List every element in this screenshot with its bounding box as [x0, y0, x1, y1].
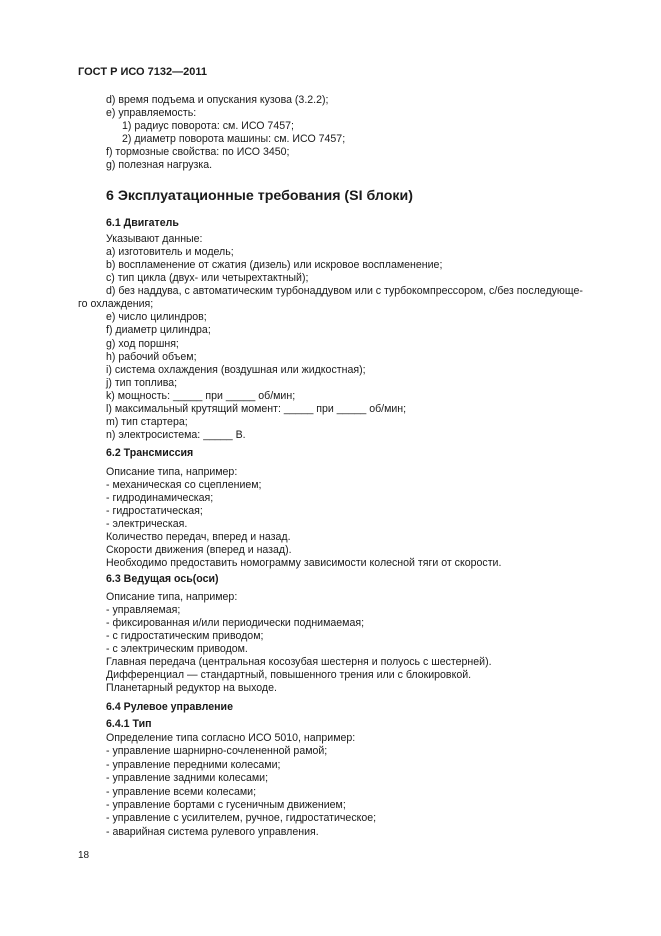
text-line: Количество передач, вперед и назад.: [106, 531, 291, 544]
text-line: - гидродинамическая;: [106, 492, 214, 505]
text-line: Главная передача (центральная косозубая шестерня и полуось с шестерней).: [106, 656, 492, 669]
running-header: ГОСТ Р ИСО 7132—2011: [78, 66, 208, 78]
text-line: - управление с усилителем, ручное, гидростатическое;: [106, 812, 377, 825]
text-line: - управление всеми колесами;: [106, 785, 257, 798]
subsection-heading: 6.2 Трансмиссия: [106, 447, 194, 459]
subsection-heading: 6.1 Двигатель: [106, 217, 179, 229]
text-line: - механическая со сцеплением;: [106, 479, 262, 492]
text-line: l) максимальный крутящий момент: _____ при _____ об/мин;: [106, 402, 407, 415]
text-line: - управляемая;: [106, 604, 181, 617]
text-line: го охлаждения;: [78, 298, 154, 311]
subsection-heading: 6.3 Ведущая ось(оси): [106, 573, 219, 585]
text-line: b) воспламенение от сжатия (дизель) или искровое воспламенение;: [106, 259, 443, 272]
list-item: 2) диаметр поворота машины: см. ИСО 7457;: [122, 133, 346, 145]
list-item: f) тормозные свойства: по ИСО 3450;: [106, 146, 290, 158]
page-number: 18: [78, 850, 90, 861]
subsection-heading: 6.4.1 Тип: [106, 718, 152, 730]
text-line: m) тип стартера;: [106, 415, 188, 428]
text-line: Определение типа согласно ИСО 5010, например:: [106, 732, 356, 744]
text-line: f) диаметр цилиндра;: [106, 324, 211, 337]
text-line: Планетарный редуктор на выходе.: [106, 682, 277, 695]
text-line: d) без наддува, с автоматическим турбонаддувом или с турбокомпрессором, с/без последующе-: [106, 285, 583, 298]
text-line: h) рабочий объем;: [106, 350, 197, 363]
text-line: - управление бортами с гусеничным движением;: [106, 799, 346, 811]
text-line: g) ход поршня;: [106, 337, 179, 350]
text-line: - гидростатическая;: [106, 505, 203, 518]
text-line: Описание типа, например:: [106, 466, 238, 478]
text-line: - фиксированная и/или периодически поднимаемая;: [106, 617, 365, 630]
text-line: - с гидростатическим приводом;: [106, 630, 264, 643]
text-line: j) тип топлива;: [106, 376, 178, 389]
text-line: Описание типа, например:: [106, 591, 238, 603]
text-line: i) система охлаждения (воздушная или жидкостная);: [106, 363, 366, 376]
list-item: 1) радиус поворота: см. ИСО 7457;: [122, 120, 294, 132]
list-item: e) управляемость:: [106, 107, 197, 119]
text-line: a) изготовитель и модель;: [106, 246, 234, 259]
text-line: - аварийная система рулевого управления.: [106, 825, 319, 838]
text-line: Дифференциал — стандартный, повышенного трения или с блокировкой.: [106, 669, 472, 682]
text-line: - управление передними колесами;: [106, 758, 281, 771]
text-line: n) электросистема: _____ В.: [106, 429, 246, 442]
text-line: Необходимо предоставить номограмму зависимости колесной тяги от скорости.: [106, 557, 502, 570]
text-line: - управление задними колесами;: [106, 772, 269, 785]
text-line: c) тип цикла (двух- или четырехтактный);: [106, 272, 309, 285]
text-line: - с электрическим приводом.: [106, 643, 248, 656]
text-line: - электрическая.: [106, 518, 188, 531]
text-line: Скорости движения (вперед и назад).: [106, 544, 292, 557]
subsection-heading: 6.4 Рулевое управление: [106, 701, 233, 713]
text-line: k) мощность: _____ при _____ об/мин;: [106, 389, 296, 402]
section-heading: 6 Эксплуатационные требования (SI блоки): [106, 188, 413, 204]
list-item: g) полезная нагрузка.: [106, 159, 213, 171]
text-line: Указывают данные:: [106, 233, 203, 245]
list-item: d) время подъема и опускания кузова (3.2.2);: [106, 94, 329, 106]
text-line: e) число цилиндров;: [106, 311, 207, 324]
text-line: - управление шарнирно-сочлененной рамой;: [106, 745, 328, 758]
